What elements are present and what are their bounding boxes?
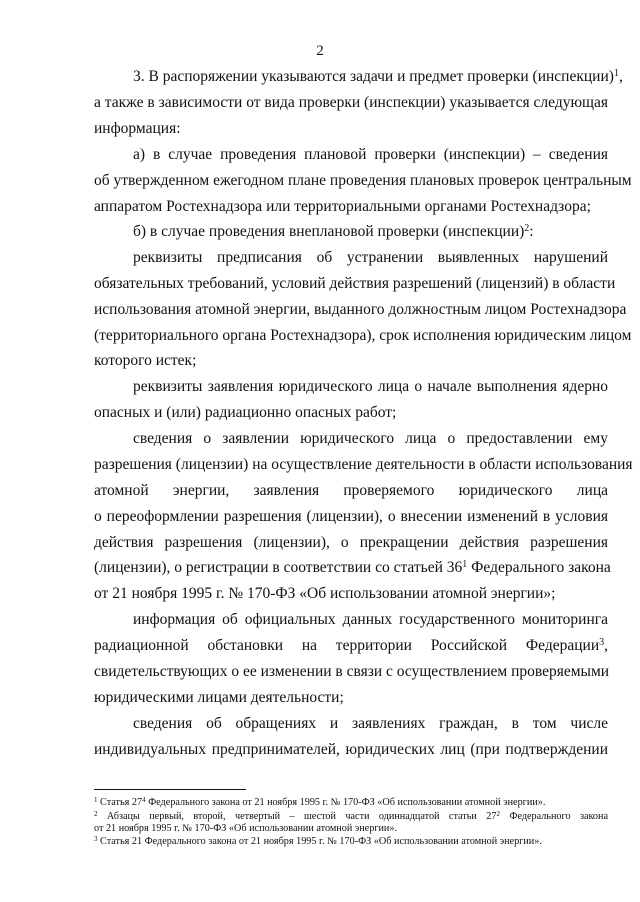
footnote-2-line-1: $^2$ Абзацы первый, второй, четвертый – шестой части одиннадцатой статьи $27^2$ Федерального закона [94,810,609,822]
paragraph-3-line-2: а также в зависимости от вида проверки (инспекции) указывается следующая [94,94,608,111]
license-line-5: действия разрешения (лицензии), о прекращении действия разрешения [94,534,608,551]
license-line-6: (лицензии), о регистрации в соответствии со статьей $36^1$ Федерального закона [94,559,611,576]
item-a-line-1: а) в случае проведения плановой проверки (инспекции) – сведения [133,146,608,163]
footnote-1: $^1$ Статья $27^4$ Федерального закона от 21 ноября 1995 г. № 170-ФЗ «Об использовании атомной энергии». [94,796,546,808]
license-line-1: сведения о заявлении юридического лица о предоставлении ему [133,430,608,447]
paragraph-3-line-1: 3. В распоряжении указываются задачи и предмет проверки (инспекции)$^1$, [133,68,623,85]
prescription-line-2: обязательных требований, условий действия разрешений (лицензий) в области [94,275,616,292]
footnote-3: $^3$ Статья 21 Федерального закона от 21 ноября 1995 г. № 170-ФЗ «Об использовании атомной энергии». [94,835,542,847]
application-line-2: опасных и (или) радиационно опасных работ; [94,404,397,421]
item-b-line-1: б) в случае проведения внеплановой проверки (инспекции)$^2$: [133,223,534,240]
footnote-separator [94,789,246,790]
appeals-line-1: сведения об обращениях и заявлениях граждан, в том числе [133,715,608,732]
item-a-line-3: аппаратом Ростехнадзора или территориальными органами Ростехнадзора; [94,198,591,215]
appeals-line-2: индивидуальных предпринимателей, юридических лиц (при подтверждении [94,741,608,758]
monitoring-line-1: информация об официальных данных государственного мониторинга [133,611,608,628]
license-line-7: от 21 ноября 1995 г. № 170-ФЗ «Об использовании атомной энергии»; [94,585,556,602]
paragraph-3-line-3: информация: [94,120,181,137]
footnote-2-line-2: от 21 ноября 1995 г. № 170-ФЗ «Об использовании атомной энергии». [94,823,398,834]
monitoring-line-4: юридическими лицами деятельности; [94,689,344,706]
item-a-line-2: об утвержденном ежегодном плане проведения плановых проверок центральным [94,172,632,189]
license-line-4: о переоформлении разрешения (лицензии), о внесении изменений в условия [94,508,608,525]
page-number: 2 [316,43,324,59]
license-line-3: атомной энергии, заявления проверяемого юридического лица [94,482,608,499]
license-line-2: разрешения (лицензии) на осуществление деятельности в области использования [94,456,633,473]
monitoring-line-2: радиационной обстановки на территории Российской Федерации$^3$, [94,637,608,654]
prescription-line-3: использования атомной энергии, выданного должностным лицом Ростехнадзора [94,301,627,318]
prescription-line-5: которого истек; [94,352,197,369]
prescription-line-1: реквизиты предписания об устранении выявленных нарушений [133,249,608,266]
application-line-1: реквизиты заявления юридического лица о начале выполнения ядерно [133,378,608,395]
monitoring-line-3: свидетельствующих о ее изменении в связи с осуществлением проверяемыми [94,663,610,680]
prescription-line-4: (территориального органа Ростехнадзора), срок исполнения юридическим лицом [94,327,632,344]
